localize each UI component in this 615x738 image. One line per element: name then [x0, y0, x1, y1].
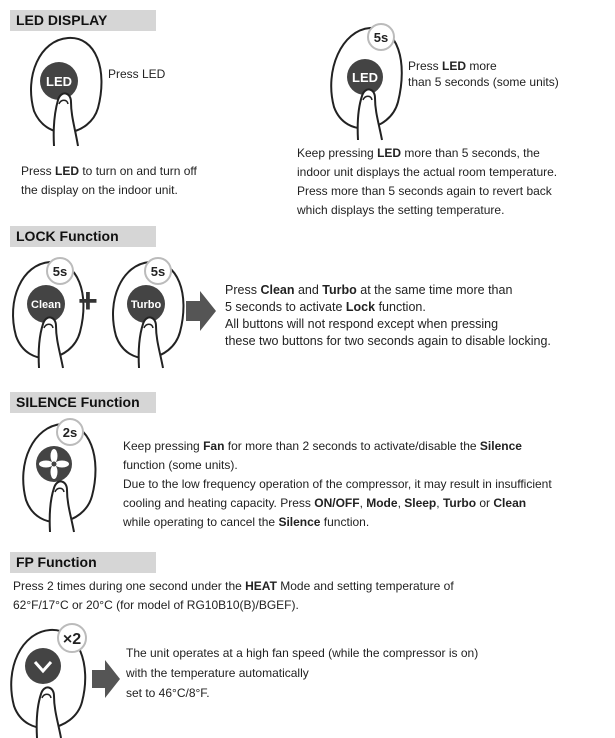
lock-description: Press Clean and Turbo at the same time more than 5 seconds to activate Lock function. All buttons will not respond except when pressing these two buttons for two seconds again to disable locking.: [225, 283, 551, 348]
down-button: [25, 648, 61, 684]
led-description-1: Press LED to turn on and turn off the display on the indoor unit.: [21, 164, 197, 197]
fan-press-illustration: [20, 418, 102, 532]
arrow-right-icon: [186, 291, 216, 331]
led-caption-1: Press LED: [108, 67, 166, 81]
silence-description: Keep pressing Fan for more than 2 seconds to activate/disable the Silence function (some units). Due to the low frequency operation of the compressor, it may result in insufficient cooling and heating capacity. Press ON/OFF, Mode, Sleep, Turbo or Clean while operating to cancel the Silence function.: [123, 439, 552, 529]
fp-description: The unit operates at a high fan speed (while the compressor is on) with the temperature automatically set to 46°C/8°F.: [126, 646, 479, 700]
silence-section-header: SILENCE Function: [10, 392, 156, 413]
led-button-label: LED: [352, 70, 378, 85]
svg-text:2s: 2s: [62, 425, 78, 440]
turbo-press-illustration: [110, 256, 190, 368]
fp-section-header: FP Function: [10, 552, 156, 573]
svg-text:5s: 5s: [150, 264, 166, 279]
plus-sign: +: [78, 282, 98, 320]
svg-text:×2: ×2: [62, 631, 82, 648]
fp-intro: Press 2 times during one second under the HEAT Mode and setting temperature of 62°F/17°C or 20°C (for model of RG10B10(B)/BGEF).: [13, 579, 454, 612]
lock-section-header: LOCK Function: [10, 226, 156, 247]
svg-text:5s: 5s: [52, 264, 68, 279]
led-button-label[interactable]: LED: [46, 74, 72, 89]
led-caption-2: Press LED more than 5 seconds (some units): [408, 59, 559, 89]
arrow-right-icon: [92, 660, 120, 698]
led-press-illustration: [28, 36, 108, 146]
timer-badge-label: 5s: [373, 30, 389, 45]
led-description-2: Keep pressing LED more than 5 seconds, the indoor unit displays the actual room temperature. Press more than 5 seconds again to revert back which displays the setting temperature.: [297, 146, 558, 217]
clean-button-label: Clean: [31, 299, 61, 311]
led-section-header: LED DISPLAY: [10, 10, 156, 31]
fp-press-illustration: [8, 622, 92, 738]
led-hold-illustration: [328, 22, 408, 142]
turbo-button-label: Turbo: [130, 299, 162, 311]
